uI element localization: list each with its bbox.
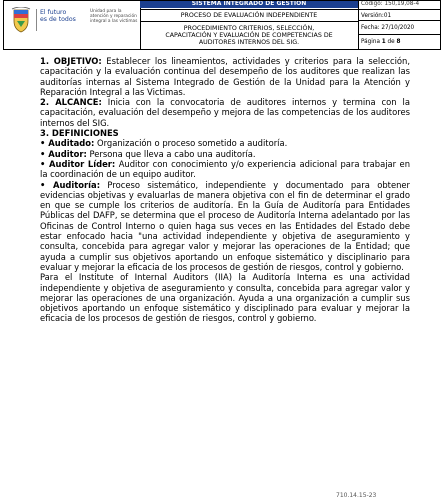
logo-line1: El futuro <box>40 9 67 16</box>
document-body <box>40 56 410 324</box>
definition-term: • Auditor Líder: <box>40 158 116 169</box>
definition-term: • Auditoría: <box>40 179 101 190</box>
iia-paragraph: Para el Institute of Internal Auditors (IIA) la Auditoría Interna es una actividad independiente y objetiva de aseguramiento y consulta, concebida para agregar valor y mejorar las operaciones de una organización. Ayuda a una organización a cumplir sus objetivos aportando un enfoque sistemático y disciplinado para evaluar y mejorar la eficacia de los procesos de gestión de riesgos, control y gobierno. <box>40 272 410 324</box>
definition-text: Persona que lleva a cabo una auditoría. <box>86 148 256 159</box>
definition-text: Organización o proceso sometido a auditoría. <box>94 138 288 149</box>
colombia-coat-of-arms-icon <box>11 7 31 33</box>
document-control-info <box>358 1 440 49</box>
header-title-area <box>140 1 359 49</box>
page-of: de <box>387 39 395 45</box>
process-title: PROCESO DE EVALUACIÓN INDEPENDIENTE <box>140 9 358 22</box>
procedure-line2: CAPACITACIÓN Y EVALUACIÓN DE COMPETENCIAS DE <box>165 31 333 39</box>
alcance-heading: 2. ALCANCE: <box>40 97 102 108</box>
definition-term: • Auditado: <box>40 138 95 149</box>
logo-divider <box>36 9 37 31</box>
logo-entity-name: Unidad para la atención y reparación integral a las víctimas <box>90 9 138 24</box>
logo-slogan <box>40 9 88 23</box>
procedure-line3: AUDITORES INTERNOS DEL SIG. <box>198 38 300 46</box>
objetivo-heading: 1. OBJETIVO: <box>40 56 102 66</box>
logo-area <box>4 1 141 49</box>
logo-line2: es de todos <box>40 16 76 23</box>
objetivo-text: Establecer los lineamientos, actividades y criterios para la selección, capacitación y la evaluación continua del desempeño de los auditores que realizan las auditorías internas al Sistema Integrado de Gestión de la Unidad para la Atención y Reparación Integral a las Victimas. <box>40 56 410 97</box>
definition-text: Auditor con conocimiento y/o experiencia adicional para trabajar en la coordinación de un equipo auditor. <box>40 158 410 180</box>
definition-term: • Auditor: <box>40 148 87 159</box>
definition-item <box>40 159 410 180</box>
document-date: Fecha: 27/10/2020 <box>358 22 440 35</box>
page-label: Página <box>361 39 380 45</box>
definition-item <box>40 149 410 159</box>
document-header <box>3 0 441 50</box>
system-banner: SISTEMA INTEGRADO DE GESTIÓN <box>140 1 358 8</box>
document-version: Versión:01 <box>358 9 440 21</box>
document-code: Código: 150,19,08-4 <box>361 1 420 7</box>
procedure-line1: PROCEDIMIENTO CRITERIOS, SELECCIÓN, <box>183 24 315 32</box>
section-objetivo <box>40 56 410 97</box>
page-indicator <box>358 36 440 49</box>
definiciones-heading: 3. DEFINICIONES <box>40 128 119 139</box>
alcance-text: Inicia con la convocatoria de auditores internos y termina con la capacitación, evaluación del desempeño y mejora de las competencias de los auditores internos del SIG. <box>40 97 410 128</box>
procedure-title <box>140 21 358 49</box>
definition-text: Proceso sistemático, independiente y documentado para obtener evidencias objetivas y evaluarlas de manera objetiva con el fin de determinar el grado en que se cumple los criterios de auditoría. En la Guía de Auditoría para Entidades Públicas del DAFP, se determina que el proceso de Auditoría Interna adelantado por las Oficinas de Control Interno o quien haga sus veces en las Entidades del Estado debe estar enfocado hacia "una actividad independiente y objetiva de aseguramiento y consulta, concebida para agregar valor y mejorar las operaciones de la Entidad; que ayuda a cumplir sus objetivos aportando un enfoque sistemático y disciplinario para evaluar y mejorar la eficacia de los procesos de gestión de riesgos, control y gobierno. <box>40 179 410 272</box>
footer-code: 710.14.15-23 <box>336 492 377 499</box>
definition-item <box>40 180 410 273</box>
definition-item <box>40 138 410 148</box>
page-total: 8 <box>396 39 401 45</box>
section-alcance <box>40 97 410 128</box>
page-number: 1 <box>381 39 386 45</box>
